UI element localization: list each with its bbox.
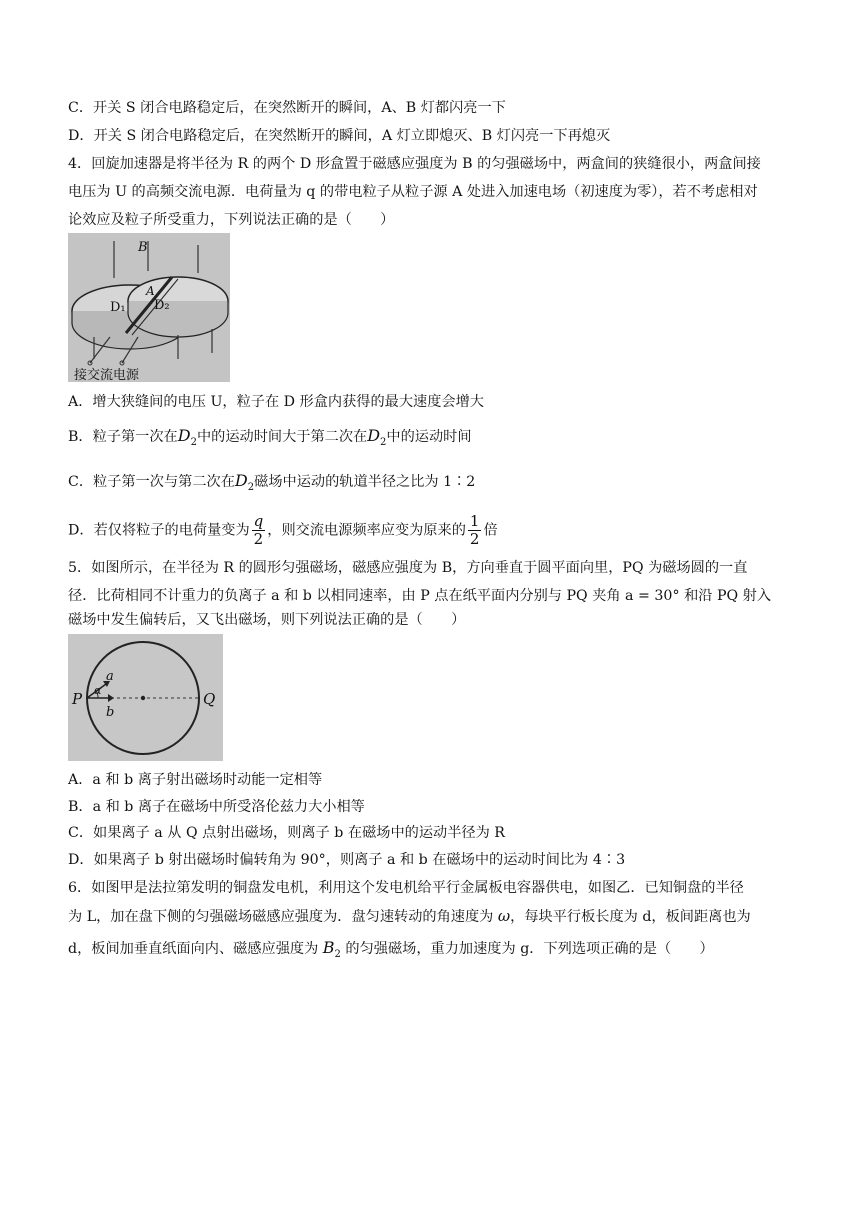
label-b: b <box>106 705 115 720</box>
q5-stem-line1: 5．如图所示，在半径为 R 的圆形匀强磁场，磁感应强度为 B，方向垂直于圆平面向里，PQ 为磁场圆的一直 <box>68 560 748 576</box>
q5-option-b: B．a 和 b 离子在磁场中所受洛伦兹力大小相等 <box>68 799 365 815</box>
b-letter: B <box>322 938 335 957</box>
q6-stem-line3-pre: d，板间加垂直纸面向内、磁感应强度为 <box>68 941 323 957</box>
fraction-numerator: 1 <box>469 512 480 530</box>
q4-option-b-mid: 中的运动时间大于第二次在 <box>196 429 368 445</box>
q5-stem-line2: 径．比荷相同不计重力的负离子 a 和 b 以相同速率，由 P 点在纸平面内分别与 PQ 夹角 a = 30° 和沿 PQ 射入 <box>68 588 772 604</box>
q4-stem-line3: 论效应及粒子所受重力，下列说法正确的是（ ） <box>68 212 395 228</box>
q4-stem-line1: 4．回旋加速器是将半径为 R 的两个 D 形盒置于磁感应强度为 B 的匀强磁场中，两盒间的狭缝很小，两盒间接 <box>68 156 761 172</box>
q4-stem-line2: 电压为 U 的高频交流电源．电荷量为 q 的带电粒子从粒子源 A 处进入加速电场（初速度为零），若不考虑相对 <box>68 184 758 200</box>
d2-symbol <box>177 426 197 449</box>
d-letter: D <box>177 426 191 445</box>
q3-option-c: C．开关 S 闭合电路稳定后，在突然断开的瞬间，A、B 灯都闪亮一下 <box>68 100 506 116</box>
q6-stem-line3-post: 的匀强磁场，重力加速度为 g．下列选项正确的是（ ） <box>340 941 714 957</box>
label-a: a <box>106 669 114 684</box>
q4-option-d-pre: D．若仅将粒子的电荷量变为 <box>68 522 250 539</box>
magnetic-circle-figure <box>68 634 223 761</box>
d2-symbol <box>367 426 387 449</box>
q4-option-b-pre: B．粒子第一次在 <box>68 429 178 445</box>
magnetic-circle-diagram <box>68 634 223 761</box>
omega-symbol: ω <box>497 907 511 925</box>
q5-option-d: D．如果离子 b 射出磁场时偏转角为 90°，则离子 a 和 b 在磁场中的运动时间比为 4∶3 <box>68 852 626 868</box>
label-d1: D₁ <box>110 300 126 315</box>
q6-stem-line2-pre: 为 L，加在盘下侧的匀强磁场磁感应强度为．盘匀速转动的角速度为 <box>68 909 498 925</box>
d-letter: D <box>367 426 381 445</box>
q5-stem-line3: 磁场中发生偏转后，又飞出磁场，则下列说法正确的是（ ） <box>68 612 466 628</box>
q4-option-a: A．增大狭缝间的电压 U，粒子在 D 形盒内获得的最大速度会增大 <box>68 394 484 410</box>
label-q: Q <box>203 690 216 708</box>
d-letter: D <box>234 471 248 490</box>
q6-stem-line3 <box>68 938 714 965</box>
q4-option-d-mid: ，则交流电源频率应变为原来的 <box>267 522 466 539</box>
b2-symbol <box>322 938 341 961</box>
q6-stem-line2-post: ，每块平行板长度为 d，板间距离也为 <box>510 909 751 925</box>
fraction-q-over-2 <box>252 513 266 548</box>
cyclotron-figure <box>68 233 230 382</box>
d-subscript: 2 <box>190 437 197 449</box>
q4-option-b <box>68 426 472 453</box>
q6-stem-line2 <box>68 906 751 927</box>
q4-option-b-post: 中的运动时间 <box>386 429 472 445</box>
fraction-numerator: q <box>253 512 264 530</box>
q4-option-c <box>68 471 475 498</box>
q3-option-d: D．开关 S 闭合电路稳定后，在突然断开的瞬间，A 灯立即熄灭、B 灯闪亮一下再熄灭 <box>68 128 611 144</box>
q4-option-d <box>68 513 498 548</box>
fraction-denominator: 2 <box>252 530 266 548</box>
label-b: B <box>138 240 148 255</box>
q5-option-c: C．如果离子 a 从 Q 点射出磁场，则离子 b 在磁场中的运动半径为 R <box>68 825 505 841</box>
b-subscript: 2 <box>334 949 341 961</box>
q4-option-c-pre: C．粒子第一次与第二次在 <box>68 474 235 490</box>
fraction-denominator: 2 <box>469 530 480 548</box>
label-d2: D₂ <box>154 298 170 313</box>
q5-option-a: A．a 和 b 离子射出磁场时动能一定相等 <box>68 772 323 788</box>
fraction-one-half <box>468 513 482 548</box>
q4-option-d-post: 倍 <box>483 522 498 539</box>
q4-option-c-post: 磁场中运动的轨道半径之比为 1∶2 <box>254 474 476 490</box>
d2-symbol <box>234 471 255 494</box>
label-alpha: α <box>94 684 102 697</box>
label-p: P <box>72 690 83 708</box>
d-subscript: 2 <box>380 437 387 449</box>
d-subscript: 2 <box>247 482 255 494</box>
cyclotron-diagram <box>68 233 230 382</box>
q6-stem-line1: 6．如图甲是法拉第发明的铜盘发电机，利用这个发电机给平行金属板电容器供电，如图乙．已知铜盘的半径 <box>68 880 744 896</box>
figure-caption: 接交流电源 <box>74 368 140 382</box>
label-a: A <box>146 284 155 298</box>
